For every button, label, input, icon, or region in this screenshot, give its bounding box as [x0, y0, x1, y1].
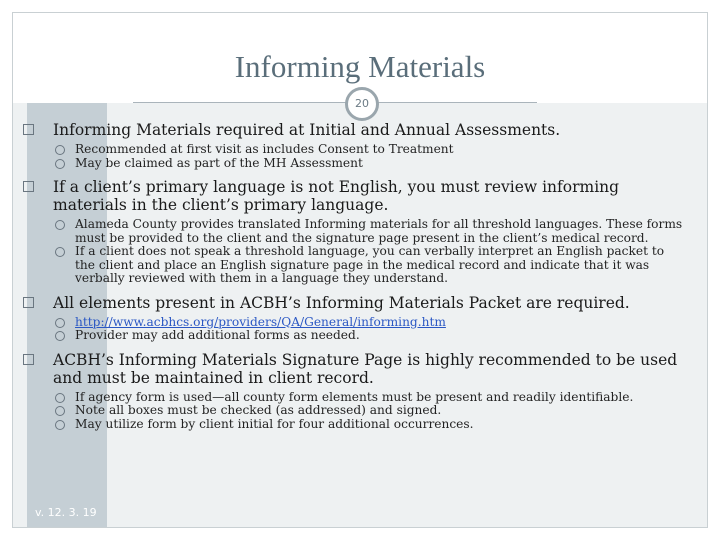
slide — [12, 12, 708, 528]
checkbox-bullet-icon — [23, 297, 34, 308]
bullet-group — [23, 294, 687, 343]
bullet-group — [23, 351, 687, 432]
sub-bullet-item — [23, 316, 687, 330]
title-rule — [133, 102, 537, 103]
sub-bullet-item: Recommended at first visit as includes Consent to Treatment — [23, 143, 687, 157]
version-label: v. 12. 3. 19 — [35, 506, 97, 519]
page-number-badge: 20 — [345, 87, 379, 121]
sub-bullet-item: If agency form is used—all county form elements must be present and readily identifiable. — [23, 391, 687, 405]
sub-bullet-item: May be claimed as part of the MH Assessment — [23, 157, 687, 171]
informing-materials-link[interactable]: http://www.acbhcs.org/providers/QA/General/informing.htm — [75, 314, 446, 329]
circle-bullet-icon — [55, 331, 65, 341]
circle-bullet-icon — [55, 145, 65, 155]
circle-bullet-icon — [55, 247, 65, 257]
bullet-item: If a client’s primary language is not English, you must review informing materials in the client’s primary language. — [23, 178, 687, 214]
bullet-item: All elements present in ACBH’s Informing Materials Packet are required. — [23, 294, 687, 312]
sub-bullet-item: Provider may add additional forms as needed. — [23, 329, 687, 343]
checkbox-bullet-icon — [23, 181, 34, 192]
circle-bullet-icon — [55, 406, 65, 416]
bullet-group — [23, 121, 687, 170]
sub-bullet-item: Note all boxes must be checked (as addressed) and signed. — [23, 404, 687, 418]
circle-bullet-icon — [55, 393, 65, 403]
bullet-item: ACBH’s Informing Materials Signature Page is highly recommended to be used and must be maintained in client record. — [23, 351, 687, 387]
checkbox-bullet-icon — [23, 354, 34, 365]
circle-bullet-icon — [55, 159, 65, 169]
bullet-list — [23, 121, 687, 439]
bullet-group — [23, 178, 687, 286]
bullet-item: Informing Materials required at Initial and Annual Assessments. — [23, 121, 687, 139]
circle-bullet-icon — [55, 220, 65, 230]
sub-bullet-item: May utilize form by client initial for four additional occurrences. — [23, 418, 687, 432]
sub-bullet-item: Alameda County provides translated Informing materials for all threshold languages. These forms must be provided to the client and the signature page present in the client’s medical record. — [23, 218, 687, 245]
checkbox-bullet-icon — [23, 124, 34, 135]
slide-title: Informing Materials — [234, 49, 486, 84]
circle-bullet-icon — [55, 318, 65, 328]
sub-bullet-item: If a client does not speak a threshold language, you can verbally interpret an English packet to the client and place an English signature page in the medical record and indicate that it was verbally reviewed with them in a language they understand. — [23, 245, 687, 286]
circle-bullet-icon — [55, 420, 65, 430]
